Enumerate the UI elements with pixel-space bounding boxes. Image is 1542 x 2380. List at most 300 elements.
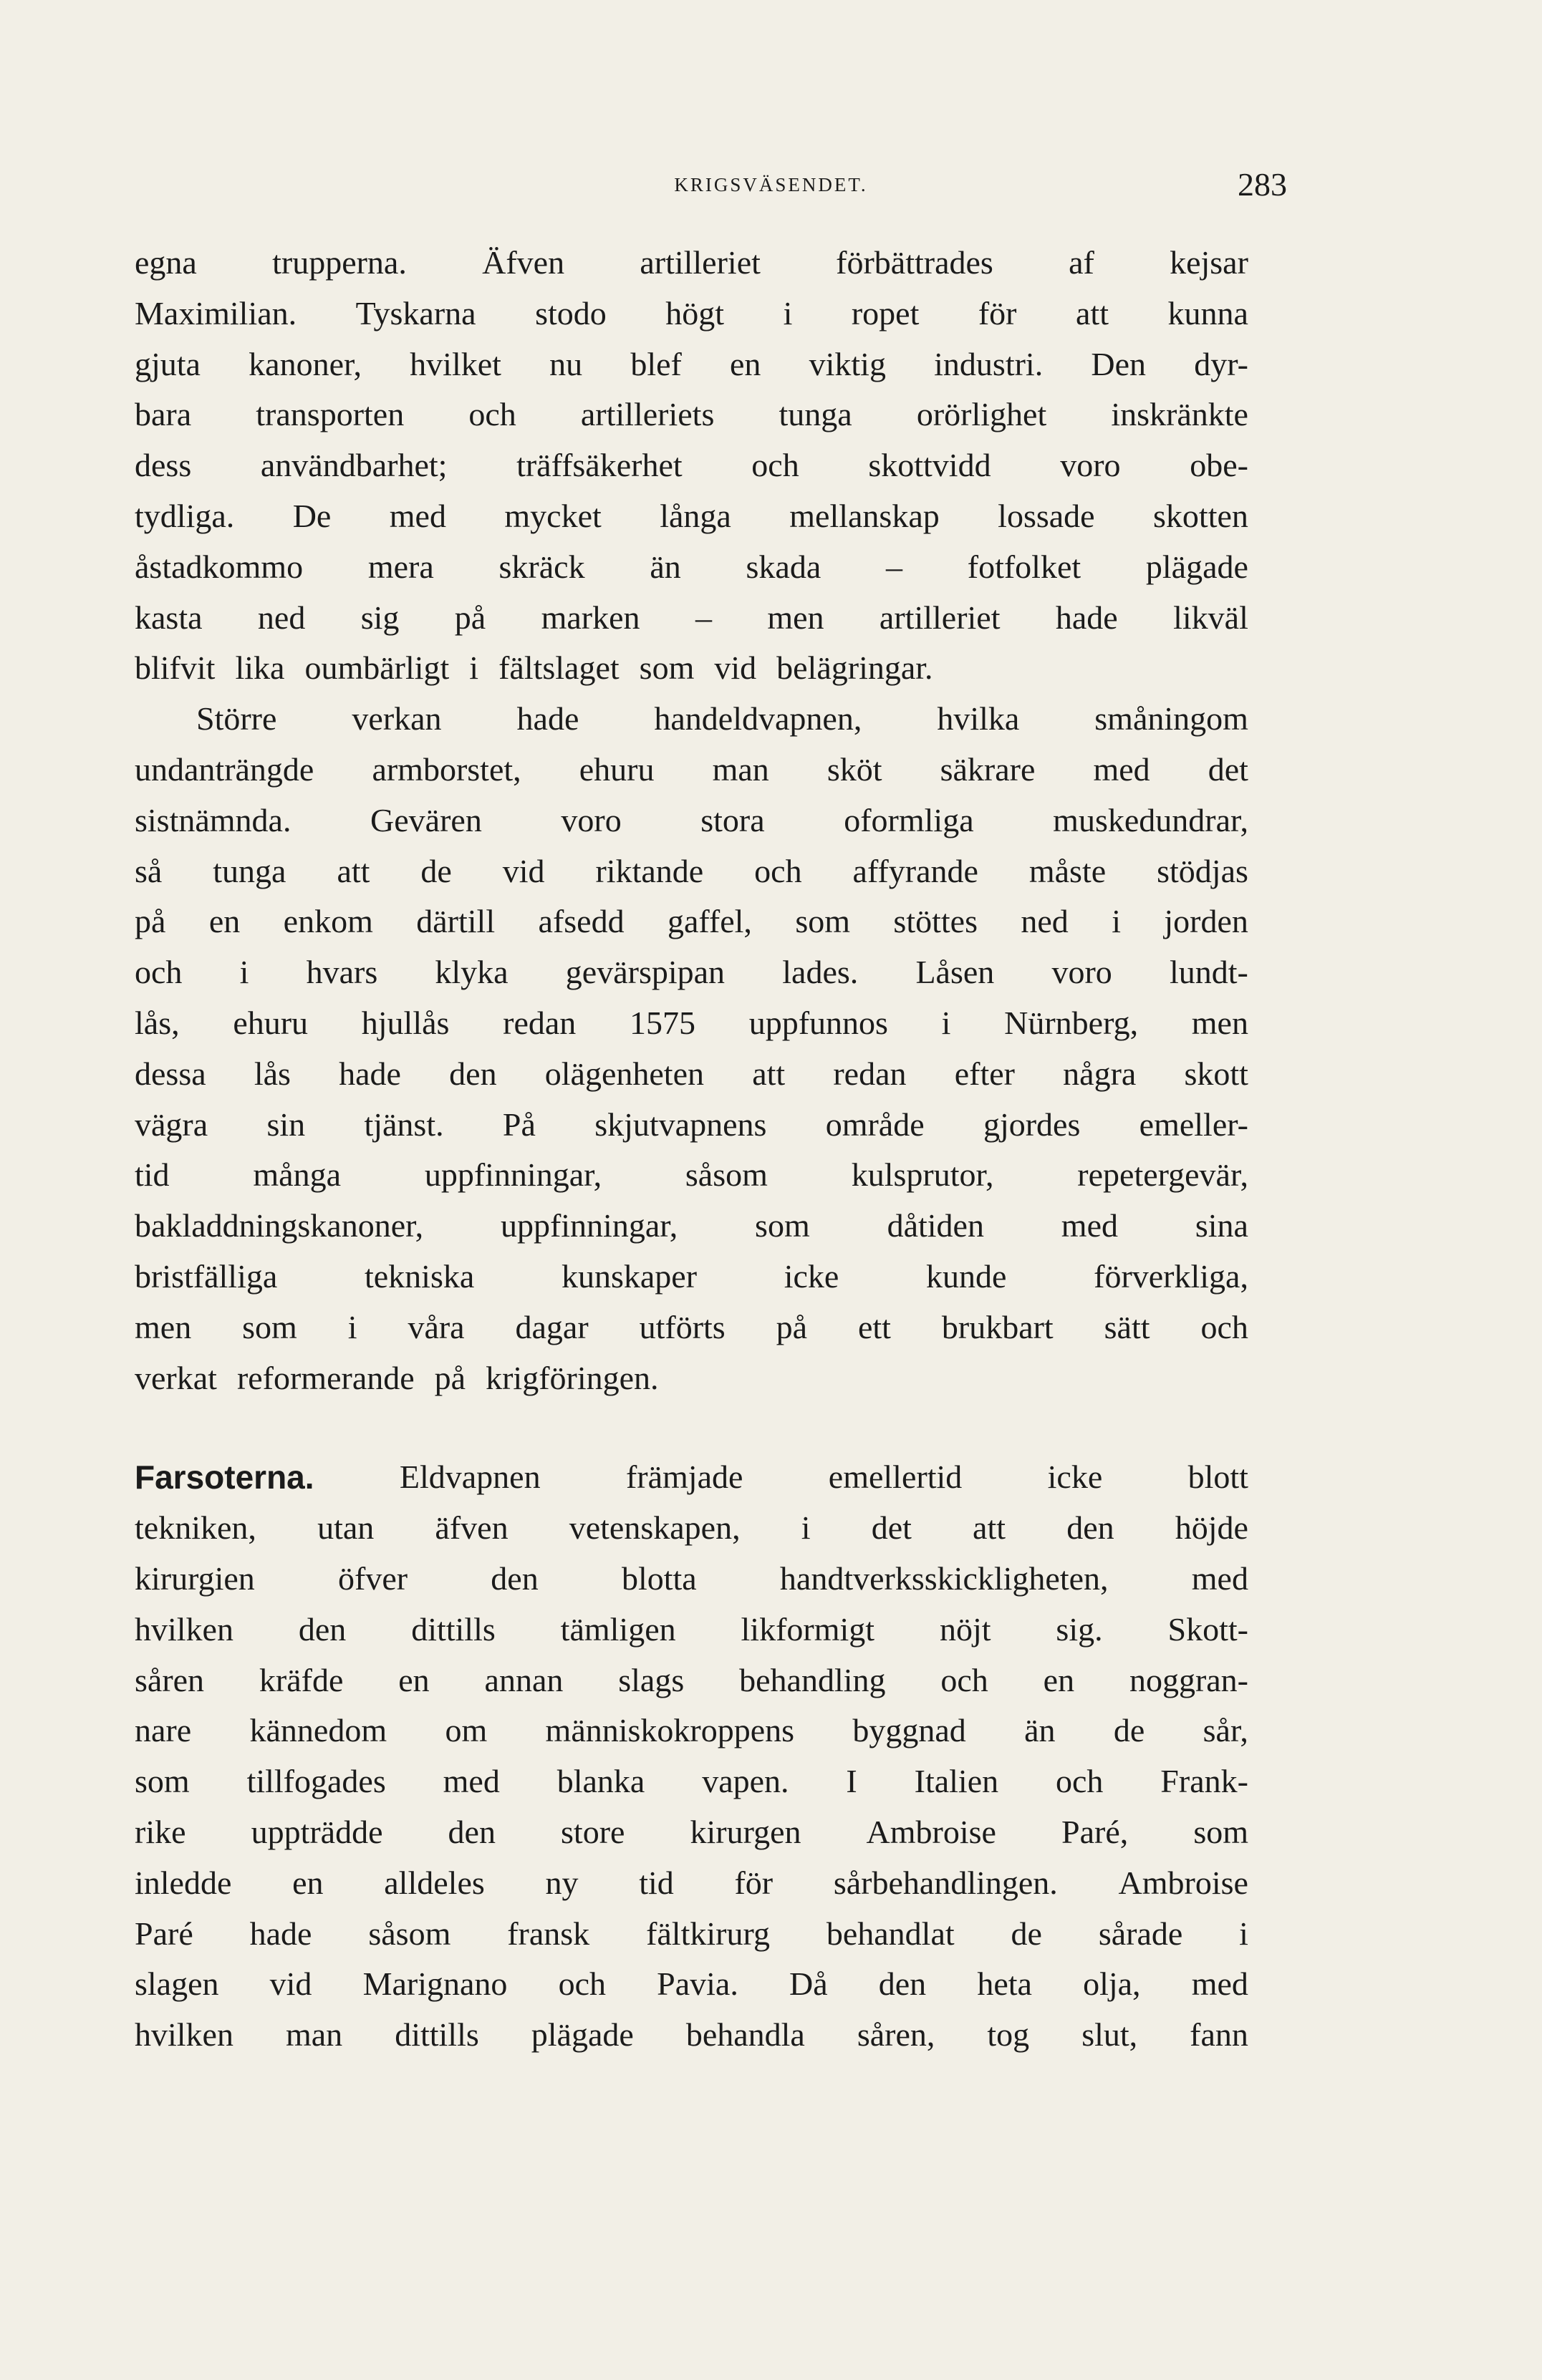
word: artilleriet <box>640 244 761 281</box>
word: människokroppens <box>545 1712 795 1749</box>
word: hvilket <box>410 345 501 382</box>
word: det <box>1208 750 1248 788</box>
text-line <box>135 1201 1248 1252</box>
text-line <box>135 745 1248 795</box>
word: artilleriet <box>879 599 1001 636</box>
word: med <box>1061 1207 1118 1244</box>
word: såsom <box>368 1915 451 1952</box>
word: ehuru <box>233 1004 309 1041</box>
word: ropet <box>851 294 920 332</box>
word: fältslaget <box>498 649 620 687</box>
word: i <box>941 1004 951 1041</box>
word: tekniken, <box>135 1509 256 1547</box>
word: slagen <box>135 1965 219 2003</box>
word: ned <box>257 599 306 636</box>
word: att <box>337 852 370 889</box>
word: alldeles <box>384 1864 485 1901</box>
word: inledde <box>135 1864 232 1901</box>
word: än <box>650 548 681 585</box>
text-line <box>135 694 1248 745</box>
word: som <box>242 1308 297 1345</box>
text-line <box>135 1909 1248 1960</box>
word: de <box>420 852 452 889</box>
word: med <box>1093 750 1150 788</box>
word: och <box>468 396 516 433</box>
word: främjade <box>625 1459 743 1496</box>
word: måste <box>1028 852 1107 889</box>
text-line <box>135 643 1248 694</box>
word: vägra <box>135 1106 208 1143</box>
word: repetergevär, <box>1077 1156 1248 1194</box>
word: enkom <box>283 903 373 940</box>
word: kunde <box>926 1257 1007 1295</box>
word: skjutvapnens <box>594 1106 767 1143</box>
word: 1575 <box>630 1004 695 1041</box>
word: redan <box>503 1004 577 1041</box>
word: den <box>1066 1509 1114 1547</box>
word: olägenheten <box>544 1055 704 1092</box>
word: stora <box>700 801 765 838</box>
word: orörlighet <box>916 396 1047 433</box>
word: dåtiden <box>887 1207 984 1244</box>
word: uppfunnos <box>748 1004 888 1041</box>
word: användbarhet; <box>260 447 448 484</box>
word: behandla <box>685 2016 805 2054</box>
word: kanoner, <box>249 345 362 382</box>
word: I <box>846 1763 857 1800</box>
word: Gevären <box>370 801 482 838</box>
word: blef <box>630 345 682 382</box>
word: dagar <box>515 1308 589 1345</box>
word: kunna <box>1167 294 1248 332</box>
word: bara <box>135 396 192 433</box>
word: hvilka <box>937 700 1020 737</box>
text-line <box>135 1353 1248 1404</box>
word: blott <box>1187 1459 1248 1496</box>
word: De <box>292 497 332 534</box>
word: att <box>973 1509 1006 1547</box>
word: trupperna. <box>272 244 407 281</box>
word: icke <box>784 1257 839 1295</box>
word: mera <box>367 548 434 585</box>
word: Skott- <box>1167 1610 1248 1648</box>
word: dess <box>135 447 192 484</box>
word: Maximilian. <box>135 294 297 332</box>
word: Då <box>789 1965 828 2003</box>
word: det <box>871 1509 912 1547</box>
word: voro <box>1051 954 1112 991</box>
word: men <box>767 599 824 636</box>
word: och <box>754 852 802 889</box>
word: sig <box>360 599 400 636</box>
word: mellanskap <box>789 497 940 534</box>
word: därtill <box>416 903 496 940</box>
paragraph <box>135 238 1248 694</box>
word: och <box>1056 1763 1104 1800</box>
text-line <box>135 1503 1248 1554</box>
text-line <box>135 1100 1248 1151</box>
word: industri. <box>934 345 1044 382</box>
text-line <box>135 1049 1248 1100</box>
word: olja, <box>1083 1965 1141 2003</box>
word: på <box>776 1308 808 1345</box>
word: klyka <box>435 954 509 991</box>
text-line <box>135 1807 1248 1858</box>
word: kirurgien <box>135 1559 255 1597</box>
word: med <box>1191 1559 1248 1597</box>
word: sina <box>1195 1207 1248 1244</box>
word: likväl <box>1173 599 1248 636</box>
word: Ambroise <box>1118 1864 1248 1901</box>
text-line <box>135 1655 1248 1706</box>
word: på <box>135 903 166 940</box>
word: voro <box>1060 447 1121 484</box>
word: hvilken <box>135 2016 233 2054</box>
word: dittills <box>411 1610 496 1648</box>
word: hvars <box>306 954 378 991</box>
word: hade <box>1055 599 1118 636</box>
word: gjordes <box>983 1106 1081 1143</box>
word: ehuru <box>579 750 655 788</box>
word: lås <box>254 1055 291 1092</box>
word: de <box>1113 1712 1145 1749</box>
word: Låsen <box>915 954 995 991</box>
word: i <box>801 1509 811 1547</box>
word: som <box>1193 1813 1248 1850</box>
word: nare <box>135 1712 192 1749</box>
section-heading: Farsoterna. <box>135 1459 314 1496</box>
paragraph <box>135 1452 1248 2061</box>
word: handeldvapnen, <box>654 700 862 737</box>
word: några <box>1063 1055 1137 1092</box>
word: annan <box>484 1661 564 1698</box>
word: i <box>469 649 479 687</box>
word: för <box>978 294 1017 332</box>
running-title: KRIGSVÄSENDET. <box>674 174 868 195</box>
word: man <box>712 750 769 788</box>
paragraph <box>135 694 1248 1403</box>
word: förverkliga, <box>1094 1257 1248 1295</box>
word: fotfolket <box>967 548 1081 585</box>
text-line <box>135 390 1248 440</box>
word: för <box>734 1864 774 1901</box>
word: Nürnberg, <box>1004 1004 1139 1041</box>
text-line <box>135 1756 1248 1807</box>
word: heta <box>977 1965 1032 2003</box>
word: dittills <box>395 2016 479 2054</box>
word: många <box>253 1156 341 1194</box>
word: skotten <box>1153 497 1248 534</box>
word: utan <box>317 1509 375 1547</box>
word: kejsar <box>1170 244 1248 281</box>
word: kännedom <box>249 1712 387 1749</box>
word: stodo <box>535 294 607 332</box>
word: som <box>795 903 851 940</box>
word: sistnämnda. <box>135 801 291 838</box>
word: nöjt <box>939 1610 991 1648</box>
word: på <box>454 599 486 636</box>
word: gjuta <box>135 345 201 382</box>
word: så <box>135 852 163 889</box>
word: sätt <box>1104 1308 1150 1345</box>
word: marken <box>541 599 640 636</box>
word: hjullås <box>361 1004 450 1041</box>
text-line <box>135 846 1248 897</box>
text-line <box>135 1452 1248 1503</box>
word: slut, <box>1081 2016 1138 2054</box>
word: i <box>239 954 249 991</box>
text-line <box>135 491 1248 542</box>
text-line <box>135 1858 1248 1909</box>
word: skott <box>1184 1055 1248 1092</box>
word: en <box>398 1661 430 1698</box>
text-line <box>135 440 1248 491</box>
body-text <box>135 238 1248 2061</box>
word: Marignano <box>362 1965 508 2003</box>
text-line <box>135 1605 1248 1655</box>
text-line <box>135 795 1248 846</box>
word: reformerande <box>236 1359 415 1396</box>
section-gap <box>135 1403 1248 1452</box>
word: ny <box>545 1864 579 1901</box>
word: hvilken <box>135 1610 233 1648</box>
word: Eldvapnen <box>399 1459 541 1496</box>
word: likformigt <box>741 1610 875 1648</box>
word: gevärspipan <box>565 954 726 991</box>
word: med <box>443 1763 500 1800</box>
word: skräck <box>498 548 585 585</box>
word: tydliga. <box>135 497 235 534</box>
word: såsom <box>685 1156 768 1194</box>
word: tjänst. <box>364 1106 444 1143</box>
word: äfven <box>435 1509 509 1547</box>
word: en <box>292 1864 324 1901</box>
word: Paré, <box>1061 1813 1129 1850</box>
word: undanträngde <box>135 750 314 788</box>
word: riktande <box>595 852 704 889</box>
word: bristfälliga <box>135 1257 278 1295</box>
word: uppträdde <box>251 1813 383 1850</box>
word: träffsäkerhet <box>516 447 683 484</box>
word: emellertid <box>828 1459 963 1496</box>
word: sköt <box>827 750 882 788</box>
word: artilleriets <box>580 396 715 433</box>
text-line <box>135 542 1248 593</box>
word: noggran- <box>1129 1661 1248 1698</box>
word: gaffel, <box>668 903 752 940</box>
text-line <box>135 289 1248 339</box>
word: våra <box>408 1308 465 1345</box>
word: säkrare <box>940 750 1036 788</box>
word: lades. <box>782 954 859 991</box>
word: en <box>208 903 241 940</box>
word: sig. <box>1056 1610 1103 1648</box>
word: ned <box>1021 903 1069 940</box>
word: vid <box>502 852 545 889</box>
word: höjde <box>1175 1509 1248 1547</box>
word: kasta <box>135 599 203 636</box>
word: ett <box>857 1308 891 1345</box>
word: mycket <box>504 497 602 534</box>
word: om <box>445 1712 488 1749</box>
word: såren <box>135 1661 205 1698</box>
word: en <box>730 345 761 382</box>
word: icke <box>1047 1459 1103 1496</box>
word: tämligen <box>560 1610 676 1648</box>
word: skada <box>746 548 821 585</box>
word: inskränkte <box>1111 396 1248 433</box>
word: att <box>1076 294 1109 332</box>
word: af <box>1069 244 1094 281</box>
word: hade <box>516 700 579 737</box>
text-line <box>135 238 1248 289</box>
word: byggnad <box>852 1712 966 1749</box>
word: verkat <box>135 1359 217 1396</box>
word: kulsprutor, <box>851 1156 994 1194</box>
word: armborstet, <box>372 750 521 788</box>
text-line <box>135 593 1248 644</box>
word: i <box>1239 1915 1248 1952</box>
word: sår, <box>1203 1712 1248 1749</box>
text-line <box>135 1554 1248 1605</box>
word: men <box>135 1308 192 1345</box>
word: slags <box>618 1661 685 1698</box>
word: uppfinningar, <box>424 1156 602 1194</box>
word: lossade <box>998 497 1095 534</box>
word: tid <box>135 1156 170 1194</box>
word: uppfinningar, <box>500 1207 678 1244</box>
word: som <box>639 649 695 687</box>
word: efter <box>954 1055 1015 1092</box>
word: den <box>878 1965 927 2003</box>
word: och <box>135 954 183 991</box>
word: blanka <box>556 1763 645 1800</box>
text-line <box>135 998 1248 1049</box>
word: verkan <box>352 700 442 737</box>
word: men <box>1191 1004 1248 1041</box>
word: brukbart <box>941 1308 1054 1345</box>
word: transporten <box>256 396 405 433</box>
word: egna <box>135 244 197 281</box>
word: tunga <box>779 396 852 433</box>
word: Den <box>1091 345 1147 382</box>
word: store <box>561 1813 625 1850</box>
word: fann <box>1190 2016 1248 2054</box>
word: blifvit <box>135 649 216 687</box>
word: dessa <box>135 1055 206 1092</box>
word: plägade <box>1145 548 1248 585</box>
word: Äfven <box>482 244 565 281</box>
word: vetenskapen, <box>569 1509 741 1547</box>
word: belägringar. <box>776 649 933 687</box>
text-line <box>135 1150 1248 1201</box>
word: jorden <box>1164 903 1248 940</box>
word: bakladdningskanoner, <box>135 1207 424 1244</box>
text-line <box>135 1252 1248 1302</box>
word: behandlat <box>826 1915 955 1952</box>
word: utförts <box>639 1308 726 1345</box>
word: den <box>298 1610 347 1648</box>
word: åstadkommo <box>135 548 304 585</box>
word: Frank- <box>1160 1763 1248 1800</box>
word: afsedd <box>538 903 625 940</box>
word: lås, <box>135 1004 180 1041</box>
word: den <box>491 1559 539 1597</box>
word: den <box>448 1813 496 1850</box>
word: hade <box>249 1915 312 1952</box>
text-line <box>135 947 1248 998</box>
word: en <box>1043 1661 1075 1698</box>
word: och <box>751 447 799 484</box>
word: och <box>940 1661 988 1698</box>
running-head <box>0 163 1542 206</box>
word: oumbärligt <box>304 649 450 687</box>
word: obe- <box>1190 447 1248 484</box>
word: och <box>1200 1308 1248 1345</box>
word: behandling <box>739 1661 886 1698</box>
word: oformliga <box>844 801 974 838</box>
word: som <box>135 1763 190 1800</box>
word: på <box>434 1359 466 1396</box>
word: att <box>752 1055 786 1092</box>
word: redan <box>833 1055 907 1092</box>
word: i <box>347 1308 357 1345</box>
word: krigföringen. <box>486 1359 659 1396</box>
word: muskedundrar, <box>1053 801 1248 838</box>
word: de <box>1011 1915 1042 1952</box>
word: Paré <box>135 1915 193 1952</box>
word: med <box>389 497 446 534</box>
word: Pavia. <box>657 1965 738 2003</box>
word: vapen. <box>702 1763 789 1800</box>
word: med <box>1191 1965 1248 2003</box>
word: kirurgen <box>690 1813 801 1850</box>
word: tekniska <box>364 1257 475 1295</box>
word: viktig <box>809 345 886 382</box>
word: vid <box>269 1965 312 2003</box>
word: område <box>825 1106 925 1143</box>
word: småningom <box>1094 700 1248 737</box>
word: skottvidd <box>868 447 991 484</box>
word: emeller- <box>1139 1106 1248 1143</box>
text-line <box>135 896 1248 947</box>
text-line <box>135 1706 1248 1756</box>
text-line <box>135 1959 1248 2010</box>
word: öfver <box>338 1559 408 1597</box>
word: – <box>886 548 902 585</box>
word: kräfde <box>259 1661 344 1698</box>
word: rike <box>135 1813 186 1850</box>
word: såren, <box>857 2016 935 2054</box>
word: den <box>449 1055 497 1092</box>
word: i <box>1112 903 1121 940</box>
word: högt <box>665 294 725 332</box>
word: kunskaper <box>561 1257 698 1295</box>
word: Tyskarna <box>355 294 476 332</box>
word: – <box>695 599 712 636</box>
word: hade <box>339 1055 401 1092</box>
word: lika <box>235 649 285 687</box>
word: plägade <box>531 2016 634 2054</box>
word: sårbehandlingen. <box>833 1864 1058 1901</box>
word: tunga <box>213 852 286 889</box>
word: sin <box>266 1106 306 1143</box>
word: i <box>783 294 793 332</box>
word: man <box>285 2016 343 2054</box>
word: än <box>1024 1712 1056 1749</box>
word: förbättrades <box>836 244 993 281</box>
word: sårade <box>1098 1915 1183 1952</box>
